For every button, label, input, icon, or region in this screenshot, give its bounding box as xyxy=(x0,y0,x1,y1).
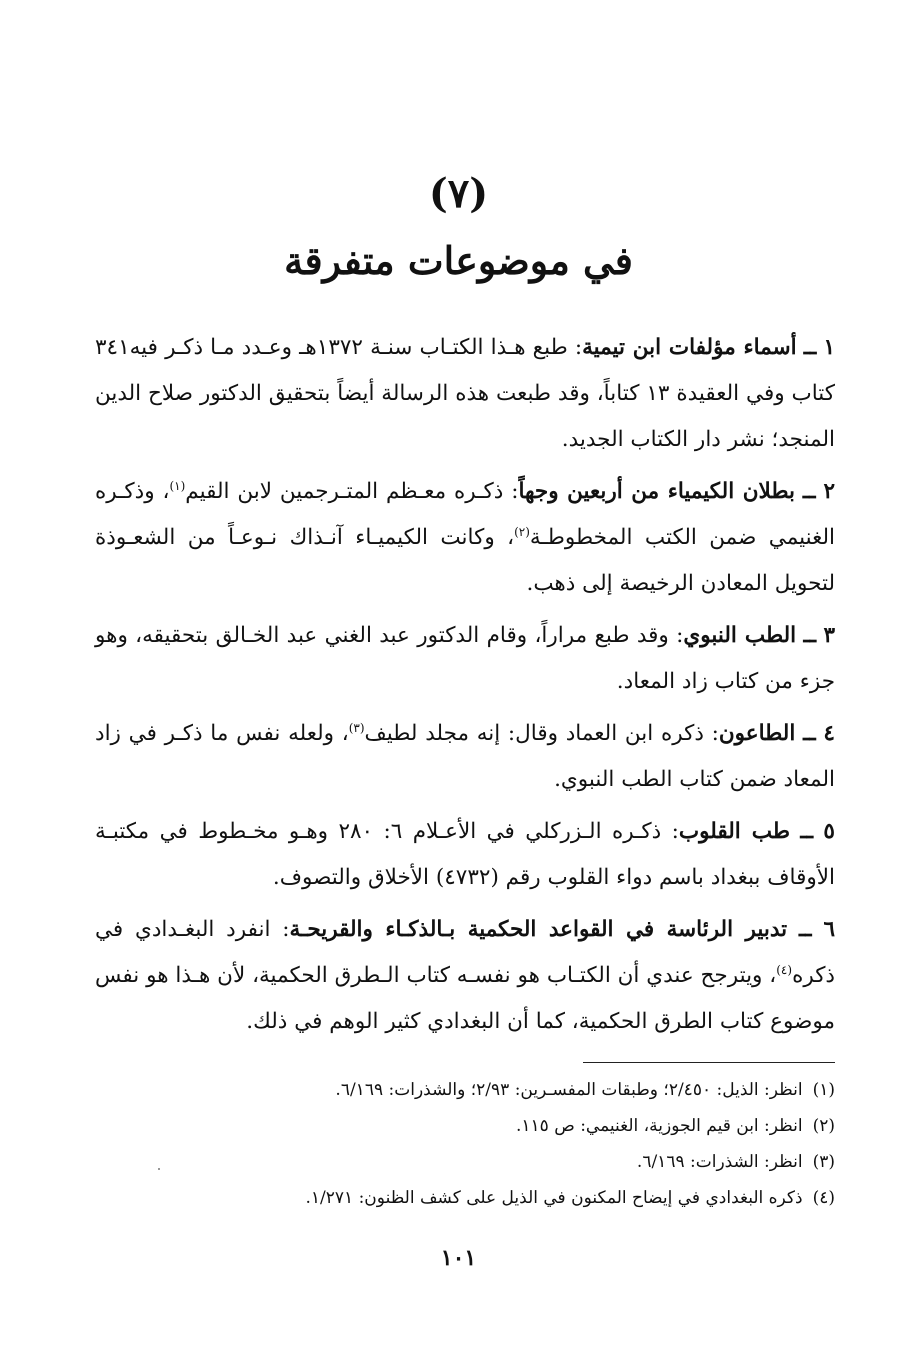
item-text: طبع هـذا الكتـاب سنـة ١٣٧٢هـ وعـدد مـا ذكـر فيه٣٤١ كتاب وفي العقيدة ١٣ كتاباً، وقد طبعت هذه الرسالة أيضاً بتحقيق الدكتور صلاح الدين المنجد؛ نشر دار الكتاب الجديد. xyxy=(95,335,835,452)
footnote-text: انظر: ابن قيم الجوزية، الغنيمي: ص ١١٥. xyxy=(516,1116,803,1136)
item-text: ، ولعله نفس ما ذكـر في زاد المعاد ضمن كتاب الطب النبوي. xyxy=(95,721,835,792)
chapter-title: في موضوعات متفرقة xyxy=(284,238,633,283)
footnote-number: (٤) xyxy=(812,1188,835,1208)
footnotes xyxy=(140,1072,835,1216)
page-number: ١٠١ xyxy=(440,1245,477,1271)
footnote-text: انظر: الشذرات: ٦/١٦٩. xyxy=(636,1152,803,1172)
footnote xyxy=(140,1144,835,1180)
item-separator: ــ xyxy=(799,917,812,942)
item-text: انفرد البغـدادي في ذكره xyxy=(95,917,835,988)
list-item xyxy=(95,469,835,607)
footnote-number: (٢) xyxy=(812,1116,835,1136)
item-heading: الطاعون xyxy=(718,721,796,746)
item-colon: : xyxy=(574,335,583,360)
footnote-number: (٣) xyxy=(812,1152,835,1172)
footnote-text: ذكره البغدادي في إيضاح المكنون في الذيل على كشف الظنون: ١/٢٧١. xyxy=(305,1188,803,1208)
footnote xyxy=(140,1180,835,1216)
item-colon: : xyxy=(676,623,684,648)
item-colon: : xyxy=(711,721,719,746)
chapter-body xyxy=(95,325,835,1051)
item-colon: : xyxy=(671,819,679,844)
item-separator: ــ xyxy=(803,623,817,648)
footnote xyxy=(140,1072,835,1108)
item-colon: : xyxy=(282,917,290,942)
list-item xyxy=(95,325,835,463)
footnote xyxy=(140,1108,835,1144)
chapter-number: (٧) xyxy=(428,170,489,217)
list-item xyxy=(95,711,835,803)
item-number: ٢ xyxy=(823,479,835,504)
item-number: ٤ xyxy=(823,721,835,746)
item-separator: ــ xyxy=(800,819,814,844)
item-text: ، وكانت الكيميـاء آنـذاك نـوعـاً من الشعـوذة لتحويل المعادن الرخيصة إلى ذهب. xyxy=(95,525,835,596)
item-number: ٥ xyxy=(823,819,835,844)
item-separator: ــ xyxy=(803,335,817,360)
footnote-ref[interactable]: (٢) xyxy=(514,524,530,539)
item-heading: أسماء مؤلفات ابن تيمية xyxy=(582,335,797,360)
item-heading: بطلان الكيمياء من أربعين وجهاً xyxy=(518,479,795,504)
list-item xyxy=(95,613,835,705)
footnote-ref[interactable]: (٤) xyxy=(776,962,793,977)
item-text: ، ويترجح عندي أن الكتـاب هو نفسـه كتاب الـطرق الحكمية، لأن هـذا هو نفس موضوع كتاب الطرق الحكمية، كما أن البغدادي كثير الوهم في ذلك. xyxy=(95,963,835,1034)
item-heading: الطب النبوي xyxy=(683,623,797,648)
footnote-ref[interactable]: (١) xyxy=(169,478,186,493)
item-text: وقد طبع مراراً، وقام الدكتور عبد الغني عبد الخـالق بتحقيقه، وهو جزء من كتاب زاد المعاد. xyxy=(95,623,835,694)
item-text: ذكـره الـزركلي في الأعـلام ٦: ٢٨٠ وهـو مخـطوط في مكتبـة الأوقاف ببغداد باسم دواء القلوب رقم (٤٧٣٢) الأخلاق والتصوف. xyxy=(95,819,835,890)
list-item xyxy=(95,907,835,1045)
item-heading: طب القلوب xyxy=(678,819,790,844)
item-text: ، وذكـره الغنيمي ضمن الكتب المخطوطـة xyxy=(95,479,835,550)
scan-speck xyxy=(158,1168,160,1170)
footnote-number: (١) xyxy=(812,1080,835,1100)
item-number: ٦ xyxy=(823,917,835,942)
footnote-divider xyxy=(583,1062,835,1063)
item-text: ذكـره معـظم المتـرجمين لابن القيم xyxy=(185,479,504,504)
list-item xyxy=(95,809,835,901)
item-heading: تدبير الرئاسة في القواعد الحكمية بـالذكـاء والقريحـة xyxy=(289,917,788,942)
item-separator: ــ xyxy=(802,479,816,504)
item-colon: : xyxy=(511,479,519,504)
item-number: ١ xyxy=(823,335,835,360)
item-text: ذكره ابن العماد وقال: إنه مجلد لطيف xyxy=(364,721,704,746)
item-separator: ــ xyxy=(803,721,816,746)
item-number: ٣ xyxy=(823,623,836,648)
footnote-ref[interactable]: (٣) xyxy=(348,720,365,735)
footnote-text: انظر: الذيل: ٢/٤٥٠؛ وطبقات المفسـرين: ٢/٩٣؛ والشذرات: ٦/١٦٩. xyxy=(335,1080,803,1100)
